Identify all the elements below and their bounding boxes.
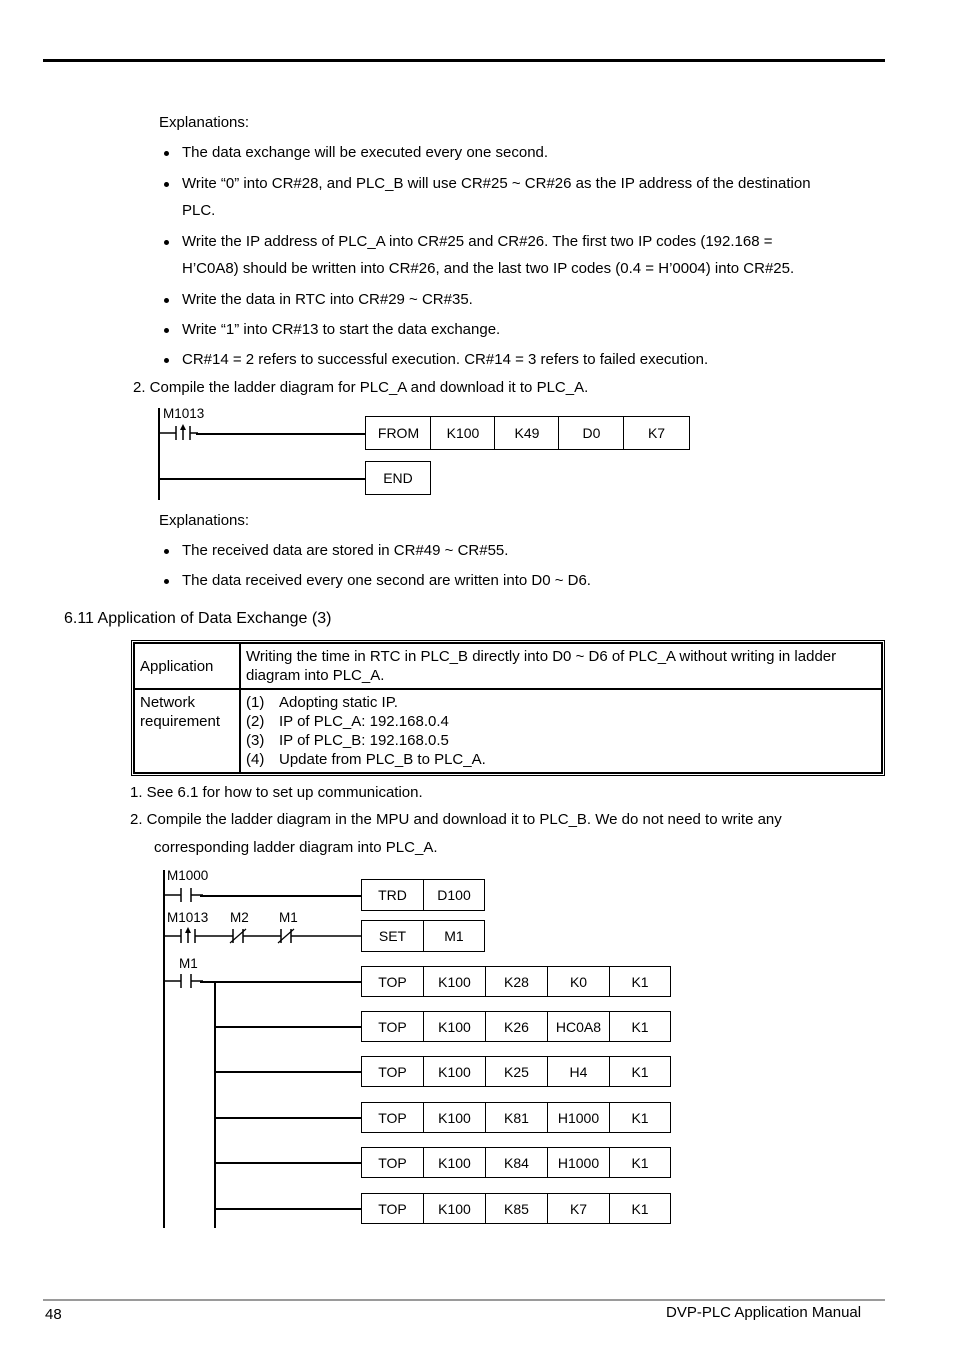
list-item — [246, 693, 876, 712]
instruction-top: TOP — [361, 1193, 424, 1224]
operand-cell: K1 — [609, 966, 671, 997]
footer-rule — [43, 1299, 885, 1301]
operand-cell: K0 — [547, 966, 610, 997]
bullet-icon — [164, 298, 169, 303]
item-text: IP of PLC_A: 192.168.0.4 — [279, 713, 449, 730]
operand-cell: K7 — [623, 416, 690, 450]
table-cell-application — [240, 643, 882, 689]
bullet-text: Write the IP address of PLC_A into CR#25 and CR#26. The first two IP codes (192.168 = — [182, 233, 773, 250]
operand-cell: K49 — [494, 416, 560, 450]
operand-cell: K100 — [430, 416, 496, 450]
table-label-network — [134, 689, 240, 773]
operand-cell: K100 — [423, 1056, 486, 1087]
operand-cell: K100 — [423, 1011, 486, 1042]
bullet-text: The received data are stored in CR#49 ~ CR#55. — [182, 542, 509, 559]
instruction-top: TOP — [361, 966, 424, 997]
table-cell-network — [240, 689, 882, 773]
contact-label-m1: M1 — [179, 956, 198, 971]
operand-cell: K100 — [423, 1102, 486, 1133]
rung-wire — [214, 1071, 362, 1073]
operand-cell: H1000 — [547, 1147, 610, 1178]
bullet-text-cont: PLC. — [182, 202, 216, 219]
item-text: Update from PLC_B to PLC_A. — [279, 751, 486, 768]
bullet-text-cont: H’C0A8) should be written into CR#26, and the last two IP codes (0.4 = H’0004) into CR#25. — [182, 260, 795, 277]
contact-label-m1013: M1013 — [167, 910, 209, 925]
operand-cell: K100 — [423, 1193, 486, 1224]
rising-edge-contact-icon — [158, 422, 198, 446]
power-rail — [163, 870, 165, 1228]
normally-open-contact-icon — [163, 884, 203, 906]
network-label: requirement — [140, 713, 221, 730]
list-item — [246, 750, 876, 769]
bullet-text: Write “1” into CR#13 to start the data exchange. — [182, 321, 501, 338]
operand-cell: H1000 — [547, 1102, 610, 1133]
manual-title: DVP-PLC Application Manual — [666, 1304, 862, 1321]
instruction-from: FROM — [365, 416, 432, 450]
bullet-icon — [164, 182, 169, 187]
rung-wire — [214, 1162, 362, 1164]
contact-label-m2: M2 — [230, 910, 249, 925]
operand-cell: K25 — [485, 1056, 548, 1087]
section-heading: 6.11 Application of Data Exchange (3) — [64, 610, 332, 627]
item-number: (4) — [246, 751, 265, 768]
operand-cell: K81 — [485, 1102, 548, 1133]
network-label: Network — [140, 694, 196, 711]
instruction-top: TOP — [361, 1056, 424, 1087]
instruction-set: SET — [361, 920, 424, 952]
bullet-icon — [164, 151, 169, 156]
bullet-icon — [164, 328, 169, 333]
rung-wire — [196, 433, 366, 435]
table-label-application: Application — [134, 643, 240, 689]
rung-wire — [214, 1026, 362, 1028]
operand-cell: D0 — [558, 416, 625, 450]
item-text: Adopting static IP. — [279, 694, 398, 711]
step-2-plc-a: 2. Compile the ladder diagram for PLC_A and download it to PLC_A. — [133, 379, 589, 396]
normally-open-contact-icon — [163, 970, 203, 992]
operand-cell: K7 — [547, 1193, 610, 1224]
application-text: Writing the time in RTC in PLC_B directly into D0 ~ D6 of PLC_A without writing in ladder — [246, 648, 837, 665]
item-number: (1) — [246, 694, 265, 711]
operand-cell: HC0A8 — [547, 1011, 610, 1042]
page-number: 48 — [45, 1306, 62, 1323]
bullet-text: The data exchange will be executed every one second. — [182, 144, 549, 161]
operand-cell: K1 — [609, 1102, 671, 1133]
rung-wire — [214, 1208, 362, 1210]
table-row — [134, 689, 882, 773]
rung-wire — [200, 895, 362, 897]
header-rule — [43, 59, 885, 62]
operand-cell: K100 — [423, 966, 486, 997]
rung-wire — [158, 478, 366, 480]
operand-cell: H4 — [547, 1056, 610, 1087]
application-text: diagram into PLC_A. — [246, 667, 385, 684]
instruction-trd: TRD — [361, 879, 424, 911]
operand-cell: M1 — [423, 920, 485, 952]
bullet-text: The data received every one second are written into D0 ~ D6. — [182, 572, 591, 589]
operand-cell: K84 — [485, 1147, 548, 1178]
operand-cell: K1 — [609, 1011, 671, 1042]
operand-cell: K28 — [485, 966, 548, 997]
step-2-cont: corresponding ladder diagram into PLC_A. — [154, 839, 438, 856]
item-number: (2) — [246, 713, 265, 730]
requirements-table — [131, 640, 885, 776]
contact-label-m1013: M1013 — [163, 406, 205, 421]
bullet-icon — [164, 358, 169, 363]
bullet-icon — [164, 240, 169, 245]
step-1: 1. See 6.1 for how to set up communication. — [130, 784, 423, 801]
instruction-top: TOP — [361, 1011, 424, 1042]
operand-cell: K100 — [423, 1147, 486, 1178]
contact-label-m1: M1 — [279, 910, 298, 925]
rung-wire — [214, 1117, 362, 1119]
item-text: IP of PLC_B: 192.168.0.5 — [279, 732, 449, 749]
instruction-end: END — [365, 461, 431, 495]
bullet-icon — [164, 549, 169, 554]
list-item — [246, 731, 876, 750]
explanations-heading: Explanations: — [159, 512, 250, 529]
operand-cell: K1 — [609, 1193, 671, 1224]
branch-rail — [214, 981, 216, 1228]
contact-label-m1000: M1000 — [167, 868, 209, 883]
item-number: (3) — [246, 732, 265, 749]
instruction-top: TOP — [361, 1147, 424, 1178]
operand-cell: D100 — [423, 879, 485, 911]
list-item — [246, 712, 876, 731]
rung-wire — [200, 981, 362, 983]
bullet-text: Write “0” into CR#28, and PLC_B will use CR#25 ~ CR#26 as the IP address of the destination — [182, 175, 811, 192]
operand-cell: K1 — [609, 1147, 671, 1178]
instruction-top: TOP — [361, 1102, 424, 1133]
rising-edge-contact-icon — [163, 925, 363, 949]
explanations-heading: Explanations: — [159, 114, 250, 131]
bullet-text: CR#14 = 2 refers to successful execution. CR#14 = 3 refers to failed execution. — [182, 351, 709, 368]
bullet-icon — [164, 579, 169, 584]
step-2: 2. Compile the ladder diagram in the MPU and download it to PLC_B. We do not need to write any — [130, 811, 782, 828]
table-row — [134, 643, 882, 689]
operand-cell: K1 — [609, 1056, 671, 1087]
operand-cell: K26 — [485, 1011, 548, 1042]
operand-cell: K85 — [485, 1193, 548, 1224]
bullet-text: Write the data in RTC into CR#29 ~ CR#35. — [182, 291, 473, 308]
